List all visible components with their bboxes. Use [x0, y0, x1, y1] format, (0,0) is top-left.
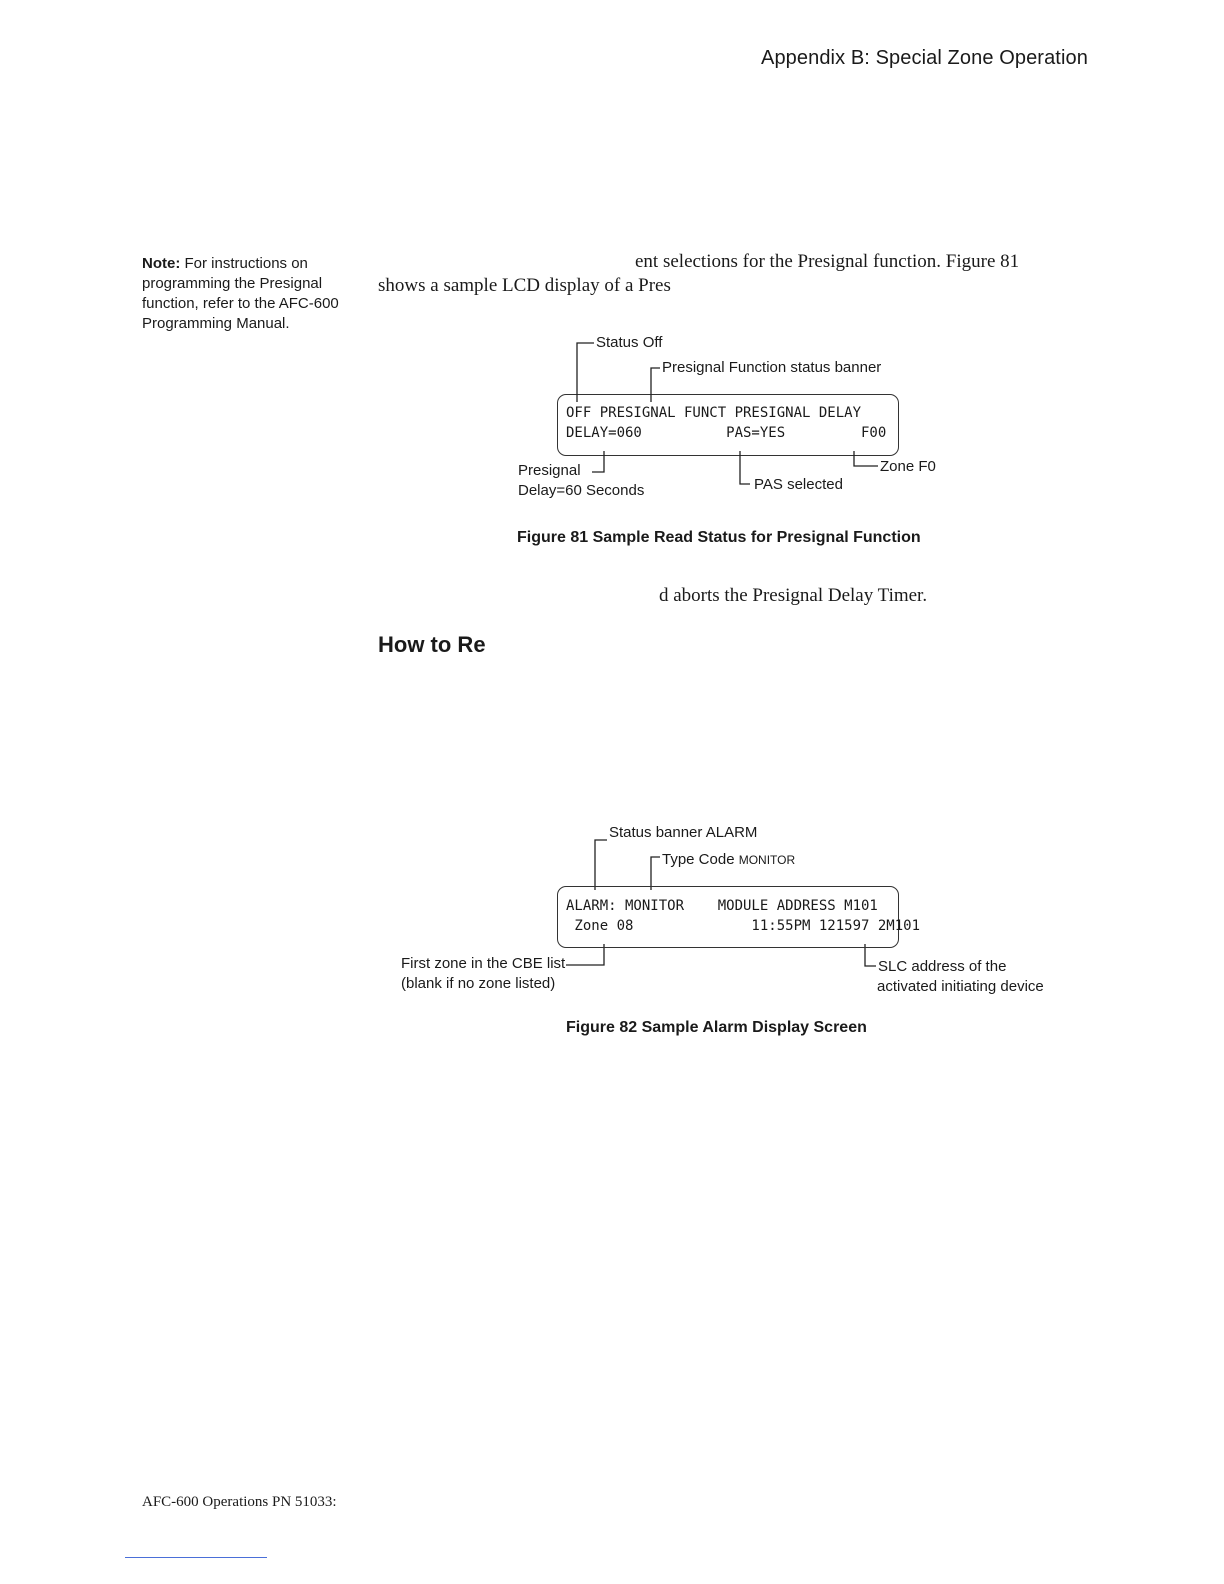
callout-first-zone-line-2: (blank if no zone listed) [401, 975, 556, 992]
paragraph-1-line-1: ent selections for the Presignal function. Figure 81 [635, 251, 1020, 272]
page-footer: AFC-600 Operations PN 51033: [142, 1494, 337, 1510]
type-code-value: MONITOR [738, 853, 796, 867]
running-header: Appendix B: Special Zone Operation [761, 47, 1088, 69]
callout-zone: Zone F0 [880, 458, 936, 475]
callout-status-off: Status Off [596, 334, 663, 351]
paragraph-1-line-2: shows a sample LCD display of a Pres [378, 275, 671, 296]
lcd-line-2: Zone 08 11:55PM 121597 2M101 [566, 918, 921, 934]
footer-link-underline[interactable] [125, 1557, 267, 1558]
callout-first-zone-line-1: First zone in the CBE list [401, 955, 566, 972]
callout-presignal-delay-line-1: Presignal [518, 462, 581, 479]
note-label: Note: [142, 255, 181, 272]
note-text: For instructions on programming the Presignal function, refer to the AFC-600 Programming Manual. [142, 255, 339, 332]
lcd-display-figure-82 [557, 886, 921, 948]
paragraph-2: d aborts the Presignal Delay Timer. [659, 585, 928, 606]
section-heading: How to Re [378, 632, 486, 657]
callout-status-banner-alarm: Status banner ALARM [609, 824, 758, 841]
callout-status-banner: Presignal Function status banner [662, 359, 882, 376]
figure-81-caption: Figure 81 Sample Read Status for Presignal Function [517, 529, 921, 546]
callout-slc-line-2: activated initiating device [877, 978, 1044, 995]
type-code-label: Type Code [662, 851, 735, 868]
figure-82-caption: Figure 82 Sample Alarm Display Screen [566, 1019, 867, 1036]
callout-presignal-delay-line-2: Delay=60 Seconds [518, 482, 645, 499]
callout-type-code [662, 851, 795, 868]
callout-pas-selected: PAS selected [754, 476, 843, 493]
lcd-line-2: DELAY=060 PAS=YES F00 [566, 425, 887, 441]
lcd-line-1: OFF PRESIGNAL FUNCT PRESIGNAL DELAY [566, 405, 862, 421]
lcd-line-1: ALARM: MONITOR MODULE ADDRESS M101 [566, 898, 878, 914]
callout-slc-line-1: SLC address of the [878, 958, 1007, 975]
